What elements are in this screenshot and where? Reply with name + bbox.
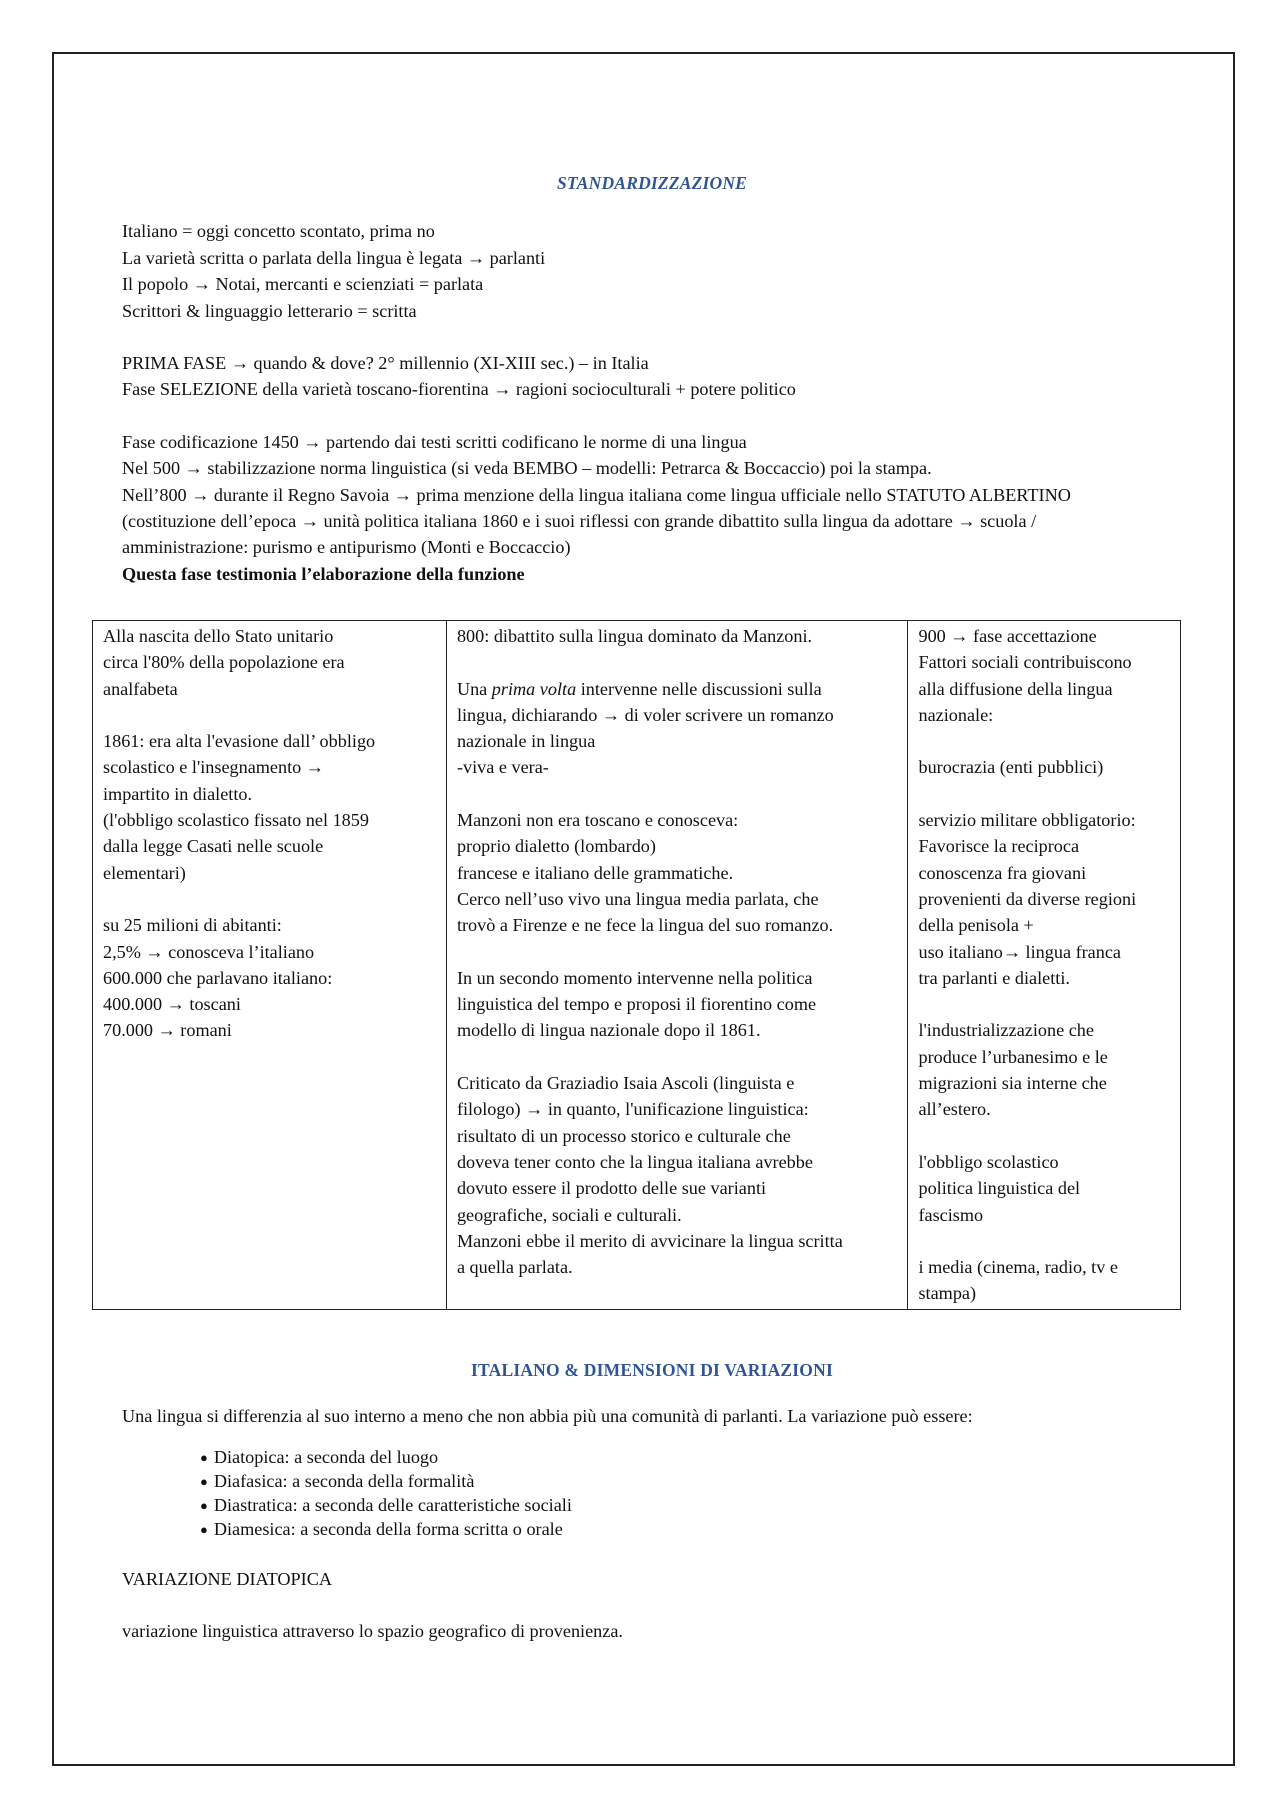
cell-line: burocrazia (enti pubblici): [918, 757, 1104, 778]
cell-line: In un secondo momento intervenne nella politica: [456, 967, 813, 988]
cell-line: filologo) → in quanto, l'unificazione linguistica:: [456, 1099, 809, 1120]
list-item: [200, 1470, 1182, 1494]
cell-line: elementari): [103, 862, 186, 883]
cell-line: 2,5% → conosceva l’italiano: [103, 941, 315, 962]
cell-line: impartito in dialetto.: [103, 783, 253, 804]
cell-lines: [918, 623, 1170, 1307]
cell-line: [918, 1228, 1170, 1254]
cell-line: Alla nascita dello Stato unitario: [103, 626, 334, 646]
cell-line: risultato di un processo storico e culturale che: [456, 1125, 791, 1146]
list-item: [200, 1518, 1182, 1542]
cell-line: nazionale:: [918, 704, 994, 725]
cell-line: tra parlanti e dialetti.: [918, 967, 1070, 988]
text-line: Il popolo → Notai, mercanti e scienziati = parlata: [122, 274, 484, 295]
cell-line: 900 → fase accettazione: [918, 626, 1097, 646]
cell-line: 800: dibattito sulla lingua dominato da Manzoni.: [456, 626, 813, 646]
cell-line: migrazioni sia interne che: [918, 1073, 1107, 1094]
section-title-standardizzazione: STANDARDIZZAZIONE: [556, 173, 748, 193]
cell-line: francese e italiano delle grammatiche.: [456, 862, 734, 883]
section-variazioni: [122, 1357, 1182, 1645]
cell-line: [457, 1044, 898, 1070]
prima-fase-lines: [122, 350, 1182, 403]
table-cell-900: [908, 621, 1181, 1310]
cell-line: dalla legge Casati nelle scuole: [103, 836, 324, 857]
cell-line: trovò a Firenze e ne fece la lingua del suo romanzo.: [456, 915, 834, 936]
cell-line: -viva e vera-: [456, 757, 549, 778]
cell-line: Favorisce la reciproca: [918, 836, 1080, 857]
cell-line: nazionale in lingua: [456, 731, 596, 752]
cell-line: stampa): [918, 1283, 977, 1304]
codificazione-lines: [122, 429, 1182, 587]
list-item-text: Diatopica: a seconda del luogo: [213, 1446, 439, 1467]
text-line: Fase codificazione 1450 → partendo dai testi scritti codificano le norme di una lingua: [122, 431, 747, 452]
history-table: [92, 620, 1181, 1310]
list-item-text: Diafasica: a seconda della formalità: [213, 1470, 475, 1491]
cell-line: [103, 886, 436, 912]
cell-line: servizio militare obbligatorio:: [918, 810, 1136, 831]
cell-line: linguistica del tempo e proposi il fiorentino come: [456, 994, 817, 1015]
cell-line: circa l'80% della popolazione era: [103, 652, 345, 673]
text-line: PRIMA FASE → quando & dove? 2° millennio (XI-XIII sec.) – in Italia: [122, 353, 649, 374]
cell-line: analfabeta: [103, 678, 178, 699]
cell-line: all’estero.: [918, 1099, 991, 1120]
cell-line: [457, 781, 898, 807]
cell-line: a quella parlata.: [456, 1257, 573, 1278]
list-item-text: Diastratica: a seconda delle caratteristiche sociali: [213, 1494, 572, 1515]
italic-run: prima volta: [491, 678, 577, 699]
cell-line: uso italiano→ lingua franca: [918, 941, 1121, 962]
cell-line: l'industrializzazione che: [918, 1020, 1094, 1041]
cell-line: conoscenza fra giovani: [918, 862, 1087, 883]
section-standardizzazione: [122, 170, 1182, 587]
cell-line: 1861: era alta l'evasione dall’ obbligo: [103, 731, 376, 752]
cell-lines: [103, 623, 436, 1044]
cell-lines: [457, 702, 898, 1281]
cell-line: geografiche, sociali e culturali.: [456, 1204, 682, 1225]
cell-line: Criticato da Graziadio Isaia Ascoli (linguista e: [456, 1073, 795, 1094]
cell-line: fascismo: [918, 1204, 984, 1225]
cell-line: l'obbligo scolastico: [918, 1151, 1059, 1172]
cell-line: doveva tener conto che la lingua italiana avrebbe: [456, 1151, 813, 1172]
text-line: Fase SELEZIONE della varietà toscano-fiorentina → ragioni socioculturali + potere politico: [122, 379, 796, 400]
bold-statement: Questa fase testimonia l’elaborazione della funzione: [122, 563, 525, 584]
cell-line: [918, 781, 1170, 807]
list-item: [200, 1446, 1182, 1470]
cell-line: [918, 728, 1170, 754]
text-run: Una: [456, 678, 492, 699]
intro-lines: [122, 218, 1182, 324]
cell-line: dovuto essere il prodotto delle sue varianti: [456, 1178, 767, 1199]
cell-line: [103, 702, 436, 728]
text-line: Scrittori & linguaggio letterario = scritta: [122, 300, 417, 321]
list-item: [200, 1494, 1182, 1518]
cell-line: i media (cinema, radio, tv e: [918, 1257, 1118, 1278]
text-line: amministrazione: purismo e antipurismo (Monti e Boccaccio): [122, 537, 571, 558]
text-line: Nel 500 → stabilizzazione norma linguistica (si veda BEMBO – modelli: Petrarca & Boccaccio) poi la stampa.: [122, 458, 932, 479]
cell-line: Manzoni non era toscano e conosceva:: [456, 810, 739, 831]
cell-line: su 25 milioni di abitanti:: [103, 915, 282, 936]
cell-line: della penisola +: [918, 915, 1034, 936]
cell-line: proprio dialetto (lombardo): [456, 836, 656, 857]
intro-paragraph: Una lingua si differenzia al suo interno a meno che non abbia più una comunità di parlanti. La variazione può essere:: [122, 1406, 973, 1427]
cell-line: Manzoni ebbe il merito di avvicinare la lingua scritta: [456, 1230, 843, 1251]
text-line: La varietà scritta o parlata della lingua è legata → parlanti: [122, 247, 546, 268]
cell-line: Cerco nell’uso vivo una lingua media parlata, che: [456, 888, 819, 909]
cell-line: politica linguistica del: [918, 1178, 1081, 1199]
variation-list: [200, 1446, 1182, 1542]
section-title-variazioni: ITALIANO & DIMENSIONI DI VARIAZIONI: [471, 1360, 833, 1380]
table-cell-unitario: [93, 621, 447, 1310]
text-run: intervenne nelle discussioni sulla: [576, 678, 822, 699]
cell-line: Fattori sociali contribuiscono: [918, 652, 1132, 673]
cell-line: [918, 991, 1170, 1017]
cell-line: modello di lingua nazionale dopo il 1861.: [456, 1020, 761, 1041]
cell-line: 400.000 → toscani: [103, 994, 241, 1015]
cell-line: [918, 1123, 1170, 1149]
text-line: Nell’800 → durante il Regno Savoia → prima menzione della lingua italiana come lingua ufficiale nello STATUTO ALBERTINO: [122, 484, 1071, 505]
cell-line: alla diffusione della lingua: [918, 678, 1113, 699]
cell-line: provenienti da diverse regioni: [918, 888, 1137, 909]
subheading-diatopica: VARIAZIONE DIATOPICA: [122, 1568, 332, 1589]
cell-line: [457, 939, 898, 965]
list-item-text: Diamesica: a seconda della forma scritta o orale: [213, 1518, 563, 1539]
table-cell-manzoni: [446, 621, 908, 1310]
cell-line: [457, 676, 898, 702]
cell-line: lingua, dichiarando → di voler scrivere un romanzo: [456, 704, 834, 725]
text-line: (costituzione dell’epoca → unità politica italiana 1860 e i suoi riflessi con grande dibattito sulla lingua da adottare → scuola /: [122, 511, 1037, 532]
text-line: Italiano = oggi concetto scontato, prima no: [122, 221, 435, 242]
cell-line: produce l’urbanesimo e le: [918, 1046, 1108, 1067]
definition-text: variazione linguistica attraverso lo spazio geografico di provenienza.: [122, 1621, 623, 1642]
cell-line: scolastico e l'insegnamento →: [103, 757, 324, 778]
cell-line: (l'obbligo scolastico fissato nel 1859: [103, 810, 369, 831]
cell-line: 70.000 → romani: [103, 1020, 232, 1041]
table-row: [93, 621, 1181, 1310]
cell-line: 600.000 che parlavano italiano:: [103, 967, 333, 988]
